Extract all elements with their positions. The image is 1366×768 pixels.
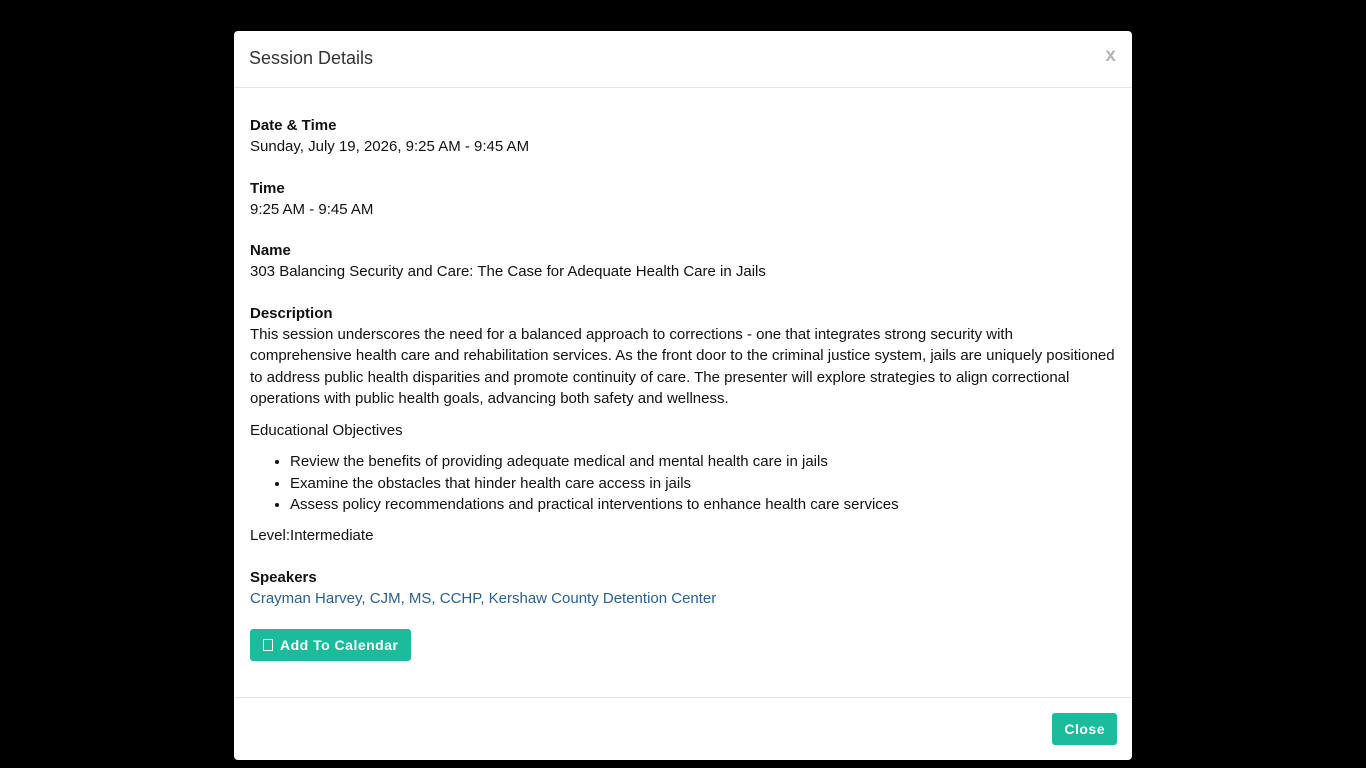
level-text: Level:Intermediate — [250, 526, 374, 544]
name-label: Name — [250, 242, 291, 259]
session-details-modal — [234, 31, 1132, 760]
description-field — [250, 303, 1116, 547]
time-label: Time — [250, 179, 285, 197]
objectives-list — [250, 451, 1116, 516]
list-item: • Assess policy recommendations and practical interventions to enhance health care services — [290, 494, 1116, 516]
description-text: This session underscores the need for a balanced approach to corrections - one that integrates strong security with comprehensive health care and rehabilitation services. As the front door to the criminal justice system, jails are uniquely positioned to address public health disparities and promote continuity of care. The presenter will explore strategies to align correctional operations with public health goals, advancing both safety and wellness. — [250, 325, 1115, 407]
modal-title: Session Details — [249, 48, 374, 68]
close-button[interactable]: Close — [1052, 713, 1117, 745]
calendar-icon — [263, 639, 273, 651]
objectives-title: Educational Objectives — [250, 421, 403, 439]
list-item: • Review the benefits of providing adequate medical and mental health care in jails — [290, 451, 1116, 473]
list-item: • Examine the obstacles that hinder health care access in jails — [290, 473, 1116, 495]
name-value: 303 Balancing Security and Care: The Case for Adequate Health Care in Jails — [250, 263, 766, 280]
modal-footer — [234, 697, 1132, 760]
modal-body — [250, 115, 1116, 661]
speakers-field — [250, 567, 1116, 610]
add-to-calendar-button[interactable] — [250, 629, 411, 661]
add-to-calendar-label: Add To Calendar — [280, 636, 399, 653]
close-icon[interactable]: x — [1105, 45, 1116, 66]
description-label: Description — [250, 304, 333, 322]
time-field — [250, 178, 1116, 221]
name-field — [250, 240, 1116, 283]
modal-header — [234, 31, 1132, 88]
speakers-label: Speakers — [250, 569, 317, 586]
date-time-value: Sunday, July 19, 2026, 9:25 AM - 9:45 AM — [250, 138, 530, 155]
time-value: 9:25 AM - 9:45 AM — [250, 200, 374, 218]
date-time-label: Date & Time — [250, 117, 337, 134]
speaker-link[interactable]: Crayman Harvey, CJM, MS, CCHP, Kershaw County Detention Center — [250, 590, 717, 607]
date-time-field — [250, 115, 1116, 158]
